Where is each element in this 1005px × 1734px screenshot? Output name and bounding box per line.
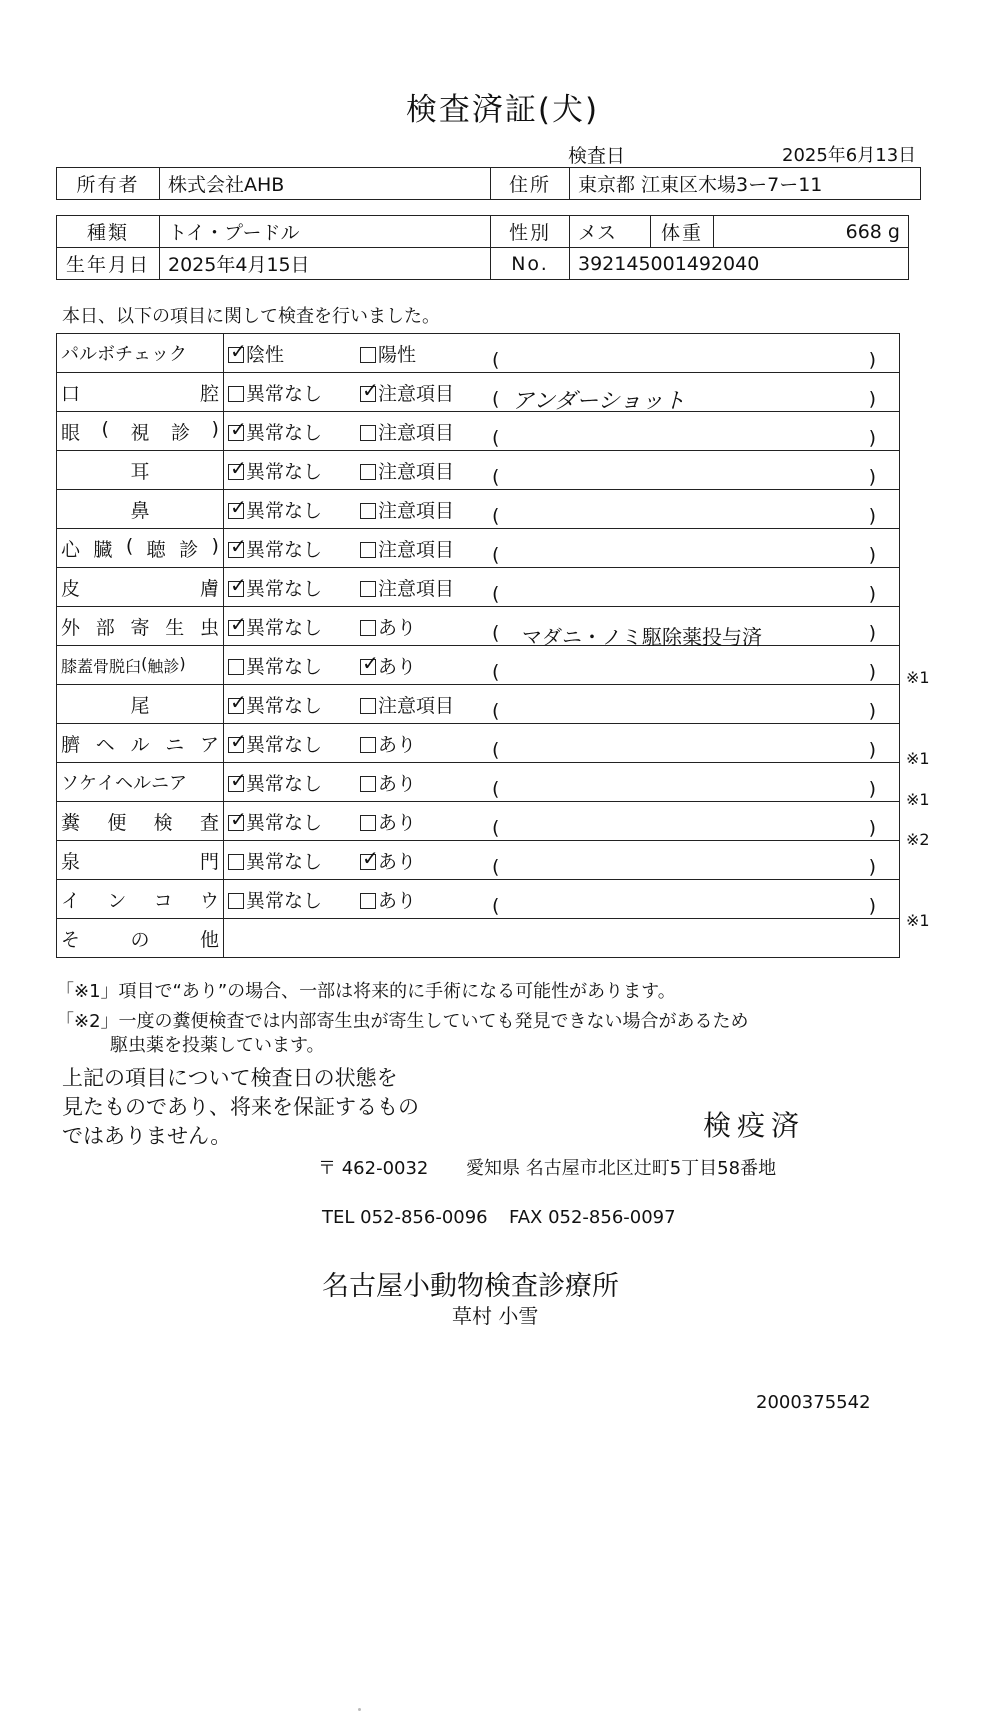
exam-item-name [57,451,224,490]
checkbox-icon[interactable] [360,737,376,753]
owner-value: 株式会社AHB [160,168,491,200]
option-1 [228,496,360,523]
exam-item-name [57,724,224,763]
postal-code: 〒 462-0032 [318,1158,429,1179]
checkbox-icon[interactable] [228,659,244,675]
exam-item-name-chars: 心 臓 ( 聴 診 ) [61,534,219,561]
checkbox-icon[interactable] [360,893,376,909]
paren-open: ( [492,543,500,566]
clinic-fax: FAX 052-856-0097 [509,1207,676,1228]
option-1 [228,886,360,913]
checkbox-icon[interactable] [228,542,244,558]
statement-line: 上記の項目について検査日の状態を [62,1066,398,1090]
exam-item-result [224,724,900,763]
exam-item-row [57,373,900,412]
option-1 [228,574,360,601]
paren-open: ( [492,426,500,449]
checkbox-icon[interactable] [228,854,244,870]
exam-item-row [57,880,900,919]
page-title: 検査済証(犬) [405,92,600,128]
option-2 [360,886,492,913]
intro-text: 本日、以下の項目に関して検査を行いました。 [62,306,440,327]
option-2 [360,418,492,445]
exam-item-name-chars: 口 腔 [61,382,219,405]
statement-line: ではありません。 [62,1124,232,1148]
option-1 [228,769,360,796]
clinic-tel: TEL 052-856-0096 [322,1207,488,1228]
option-2 [360,613,492,640]
paren-open: ( [492,816,500,839]
paren-close: ) [868,738,876,761]
exam-item-result [224,880,900,919]
option-2-label: あり [378,811,417,834]
weight-value: 668 g [714,216,909,248]
checkbox-icon[interactable] [228,698,244,714]
clinic-name: 名古屋小動物検査診療所 [322,1271,619,1302]
other-label: そ の 他 [61,928,219,951]
exam-item-row [57,529,900,568]
checkbox-icon[interactable] [228,386,244,402]
breed-label: 種類 [57,216,160,248]
checkbox-icon[interactable] [228,581,244,597]
option-1 [228,418,360,445]
paren-close: ) [868,348,876,371]
option-1-label: 異常なし [246,889,323,912]
option-2 [360,691,492,718]
checkbox-icon[interactable] [360,854,376,870]
footnote-mark: ※2 [906,830,930,850]
serial-number: 2000375542 [756,1392,871,1413]
exam-item-row [57,646,900,685]
exam-item-result [224,568,900,607]
paren-open: ( [492,348,500,371]
option-1-label: 異常なし [246,733,323,756]
inspection-seal: 検疫済 [703,1109,806,1142]
paren-open: ( [492,699,500,722]
exam-item-name-chars: ソ ケ イ ヘ ル ニ ア [61,773,187,794]
checkbox-icon[interactable] [228,776,244,792]
option-2 [360,769,492,796]
paren-close: ) [868,855,876,878]
paren-open: ( [492,894,500,917]
paren-open: ( [492,621,500,644]
option-2-label: あり [378,850,417,873]
exam-item-name [57,919,224,958]
exam-item-row [57,685,900,724]
exam-item-result [224,802,900,841]
paren-close: ) [868,426,876,449]
exam-item-name [57,373,224,412]
exam-item-name-chars: 眼 ( 視 診 ) [61,417,219,444]
option-1-label: 異常なし [246,655,323,678]
option-1-label: 異常なし [246,538,323,561]
vet-name: 草村 小雪 [452,1304,539,1328]
footnote-mark: ※1 [906,667,930,687]
exam-item-name-chars: 臍 ヘ ル ニ ア [61,733,219,756]
option-2-label: 注意項目 [378,538,455,561]
exam-item-row [57,451,900,490]
exam-item-result [224,412,900,451]
checkbox-icon[interactable] [228,620,244,636]
paren-open: ( [492,387,500,410]
exam-item-name [57,412,224,451]
paren-open: ( [492,855,500,878]
checkbox-icon[interactable] [360,776,376,792]
exam-item-result [224,607,900,649]
checkbox-icon[interactable] [360,347,376,363]
option-2-label: 注意項目 [378,460,455,483]
pet-table [56,215,909,280]
option-2-label: あり [378,655,417,678]
weight-label: 体重 [651,216,714,248]
exam-item-name [57,607,224,646]
exam-item-row [57,802,900,841]
exam-item-result [224,646,900,685]
exam-item-name [57,763,224,802]
exam-item-result [224,529,900,568]
option-1 [228,457,360,484]
option-1-label: 異常なし [246,850,323,873]
statement-line: 見たものであり、将来を保証するもの [62,1095,419,1119]
option-1-label: 異常なし [246,499,323,522]
other-value [224,919,900,958]
paren-close: ) [868,621,876,644]
exam-item-name [57,490,224,529]
exam-item-row [57,841,900,880]
exam-item-result [224,334,900,373]
option-2-label: あり [378,616,417,639]
option-2 [360,652,492,679]
exam-item-row [57,607,900,646]
scan-speck [358,1708,361,1711]
checkbox-icon[interactable] [228,503,244,519]
paren-close: ) [868,894,876,917]
footnote-mark: ※1 [906,749,930,768]
option-2-label: あり [378,889,417,912]
exam-item-row [57,412,900,451]
checkbox-icon[interactable] [360,503,376,519]
paren-open: ( [492,777,500,800]
sex-value: メス [570,216,651,248]
checkbox-icon[interactable] [360,659,376,675]
option-2 [360,496,492,523]
paren-open: ( [492,738,500,761]
option-1-label: 異常なし [246,772,323,795]
exam-item-name-chars: 耳 [130,460,150,483]
exam-item-name [57,880,224,919]
birth-value: 2025年4月15日 [160,248,491,280]
exam-item-name-chars: 尾 [130,694,150,717]
exam-date-label: 検査日 [568,145,626,167]
option-2-label: 注意項目 [378,694,455,717]
option-2 [360,379,492,406]
paren-close: ) [868,387,876,410]
option-1-label: 異常なし [246,460,323,483]
exam-item-row [57,724,900,763]
option-1-label: 異常なし [246,811,323,834]
checkbox-icon[interactable] [228,893,244,909]
paren-open: ( [492,582,500,605]
checkbox-icon[interactable] [360,698,376,714]
exam-item-result [224,490,900,529]
option-2-label: 陽性 [378,343,417,366]
footnote-mark: ※1 [906,789,930,809]
option-1-label: 異常なし [246,616,323,639]
remark-text: マダニ・ノミ駆除薬投与済 [522,624,762,649]
birth-label: 生年月日 [57,248,160,280]
exam-item-result [224,373,900,412]
option-1 [228,613,360,640]
paren-close: ) [868,543,876,566]
footnote-2: 「※2」一度の糞便検査では内部寄生虫が寄生していても発見できない場合があるため [56,1011,749,1032]
option-1 [228,808,360,835]
exam-item-name-chars: 泉 門 [61,850,219,873]
exam-item-row [57,568,900,607]
option-1 [228,847,360,874]
option-1 [228,730,360,757]
paren-close: ) [868,582,876,605]
option-2-label: あり [378,772,417,795]
no-label: No. [491,248,570,280]
option-2 [360,340,492,367]
checkbox-icon[interactable] [228,737,244,753]
exam-item-name-chars: 外 部 寄 生 虫 [61,616,219,639]
checkbox-icon[interactable] [360,542,376,558]
paren-close: ) [868,660,876,683]
option-1 [228,379,360,406]
paren-close: ) [868,816,876,839]
option-1 [228,691,360,718]
option-2 [360,730,492,757]
option-2 [360,457,492,484]
owner-label: 所有者 [57,168,160,200]
option-1-label: 異常なし [246,382,323,405]
exam-item-name [57,802,224,841]
exam-item-name-chars: 鼻 [130,499,150,522]
exam-items-table [56,333,900,958]
checkbox-icon[interactable] [360,425,376,441]
checkbox-icon[interactable] [228,464,244,480]
exam-item-row [57,334,900,373]
exam-item-name [57,685,224,724]
checkbox-icon[interactable] [360,386,376,402]
option-1-label: 異常なし [246,694,323,717]
paren-close: ) [868,699,876,722]
no-value: 392145001492040 [570,248,909,280]
remark-text: アンダーショット [512,388,686,414]
option-2 [360,535,492,562]
paren-open: ( [492,504,500,527]
exam-item-name-chars: 皮 膚 [61,577,219,600]
exam-item-name [57,529,224,568]
paren-close: ) [868,504,876,527]
paren-close: ) [868,777,876,800]
option-1 [228,652,360,679]
option-1-label: 異常なし [246,421,323,444]
option-1 [228,340,360,367]
option-2-label: 注意項目 [378,382,455,405]
sex-label: 性別 [491,216,570,248]
checkbox-icon[interactable] [228,347,244,363]
exam-item-name [57,334,224,373]
exam-item-row-other [57,919,900,958]
exam-item-name [57,646,224,685]
exam-item-name [57,568,224,607]
option-2-label: 注意項目 [378,577,455,600]
option-2 [360,574,492,601]
exam-item-name-chars: パ ル ボ チ ェ ッ ク [61,344,187,365]
exam-item-name-chars: イ ン コ ウ [61,889,219,912]
checkbox-icon[interactable] [360,581,376,597]
exam-item-row [57,763,900,802]
exam-item-name-chars: 糞 便 検 査 [61,811,219,834]
option-1-label: 陰性 [246,343,285,366]
footnote-2-cont: 駆虫薬を投薬しています。 [110,1035,325,1056]
address-value: 東京都 江東区木場3ー7ー11 [570,168,921,200]
exam-item-name-chars: 膝 蓋 骨 脱 臼 ( 触 診 ) [61,653,186,676]
exam-item-name [57,841,224,880]
owner-table [56,167,921,200]
option-2 [360,808,492,835]
checkbox-icon[interactable] [228,425,244,441]
address-label: 住所 [491,168,570,200]
checkbox-icon[interactable] [228,815,244,831]
footnote-1: 「※1」項目で“あり”の場合、一部は将来的に手術になる可能性があります。 [56,981,676,1002]
checkbox-icon[interactable] [360,620,376,636]
option-1 [228,535,360,562]
exam-item-result [224,685,900,724]
clinic-address: 愛知県 名古屋市北区辻町5丁目58番地 [466,1158,777,1179]
paren-open: ( [492,660,500,683]
option-2-label: 注意項目 [378,499,455,522]
exam-item-row [57,490,900,529]
paren-open: ( [492,465,500,488]
breed-value: トイ・プードル [160,216,491,248]
exam-date: 2025年6月13日 [782,145,917,166]
exam-item-result [224,763,900,802]
footnote-mark: ※1 [906,911,930,931]
option-1-label: 異常なし [246,577,323,600]
paren-close: ) [868,465,876,488]
option-2 [360,847,492,874]
checkbox-icon[interactable] [360,464,376,480]
option-2-label: 注意項目 [378,421,455,444]
exam-item-result [224,841,900,880]
exam-item-result [224,451,900,490]
statement [62,1064,419,1151]
checkbox-icon[interactable] [360,815,376,831]
option-2-label: あり [378,733,417,756]
